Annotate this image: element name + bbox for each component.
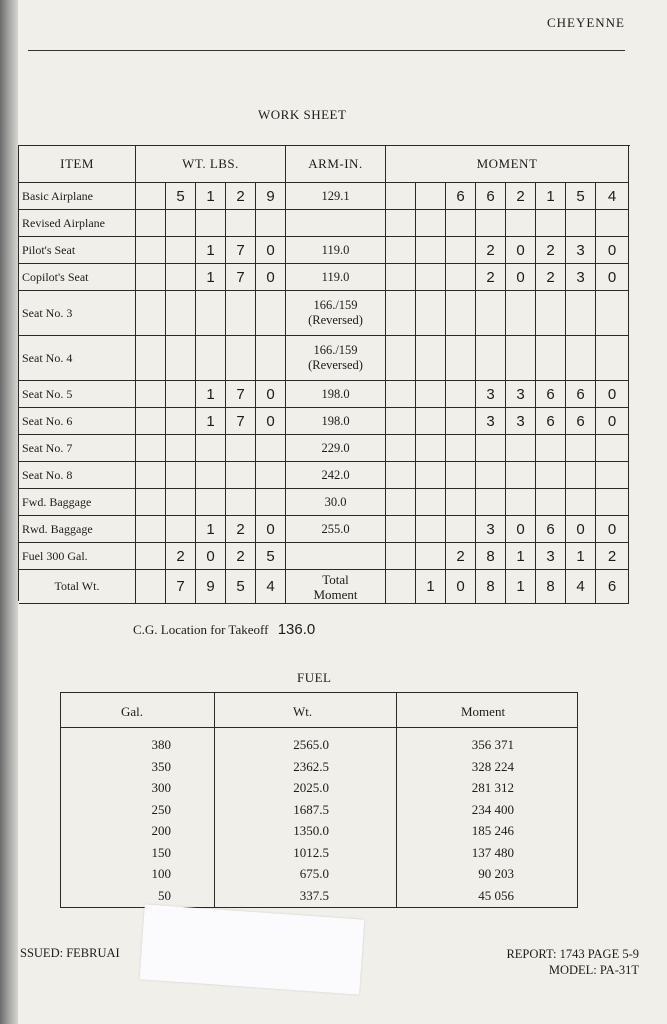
moment-digit bbox=[446, 408, 476, 435]
weight-digit: 2 bbox=[226, 543, 256, 570]
weight-digit: 0 bbox=[256, 237, 286, 264]
moment-digit bbox=[506, 336, 536, 381]
cg-value: 136.0 bbox=[277, 621, 316, 638]
weight-digit bbox=[166, 435, 196, 462]
weight-digit: 0 bbox=[256, 408, 286, 435]
moment-digit bbox=[416, 543, 446, 570]
arm-cell bbox=[286, 237, 386, 264]
moment-digit: 6 bbox=[536, 516, 566, 543]
fuel-cell: 100 bbox=[151, 866, 171, 881]
weight-digit bbox=[226, 462, 256, 489]
weight-digit: 1 bbox=[196, 516, 226, 543]
header-rule bbox=[28, 50, 625, 51]
moment-digit bbox=[446, 435, 476, 462]
moment-digit: 3 bbox=[476, 408, 506, 435]
moment-digit bbox=[506, 462, 536, 489]
arm-line: 229.0 bbox=[321, 440, 350, 455]
moment-digit bbox=[416, 237, 446, 264]
arm-cell bbox=[286, 543, 386, 570]
moment-digit bbox=[386, 264, 416, 291]
moment-digit bbox=[416, 183, 446, 210]
moment-digit bbox=[386, 462, 416, 489]
moment-digit bbox=[506, 291, 536, 336]
moment-digit bbox=[566, 210, 596, 237]
fuel-header-moment: Moment bbox=[461, 704, 506, 719]
fuel-title: FUEL bbox=[297, 670, 332, 685]
moment-digit: 1 bbox=[506, 570, 536, 604]
weight-digit: 1 bbox=[196, 183, 226, 210]
moment-digit: 6 bbox=[476, 183, 506, 210]
weight-digit bbox=[166, 237, 196, 264]
arm-cell bbox=[286, 264, 386, 291]
cg-label: C.G. Location for Takeoff bbox=[133, 622, 269, 637]
weight-digit: 2 bbox=[166, 543, 196, 570]
moment-digit: 0 bbox=[506, 264, 536, 291]
running-head: CHEYENNE bbox=[546, 15, 625, 30]
weight-digit bbox=[136, 570, 166, 604]
fuel-cell: 185 246 bbox=[471, 823, 514, 838]
fuel-cell: 2362.5 bbox=[293, 758, 329, 774]
moment-digit: 6 bbox=[566, 408, 596, 435]
fuel-cell: 2565.0 bbox=[293, 737, 329, 752]
weight-digit: 5 bbox=[166, 183, 196, 210]
weight-digit bbox=[226, 336, 256, 381]
moment-digit bbox=[476, 291, 506, 336]
footer-issued: SSUED: FEBRUAI bbox=[20, 946, 120, 960]
moment-digit bbox=[386, 543, 416, 570]
moment-digit bbox=[446, 264, 476, 291]
fuel-cell: 150 bbox=[151, 844, 171, 860]
fuel-header-wt: Wt. bbox=[293, 704, 313, 719]
moment-digit: 4 bbox=[596, 183, 629, 210]
moment-digit bbox=[386, 516, 416, 543]
weight-digit bbox=[196, 336, 226, 381]
fuel-header-rule bbox=[61, 727, 577, 728]
moment-digit: 1 bbox=[506, 543, 536, 570]
arm-line: 129.1 bbox=[321, 188, 350, 203]
header-arm: ARM-IN. bbox=[286, 146, 386, 183]
arm-line: 255.0 bbox=[321, 521, 350, 536]
weight-digit bbox=[196, 489, 226, 516]
row-label: Seat No. 6 bbox=[19, 408, 136, 435]
row-label: Seat No. 8 bbox=[19, 462, 136, 489]
moment-digit: 3 bbox=[476, 381, 506, 408]
weight-digit: 4 bbox=[256, 570, 286, 604]
weight-digit bbox=[166, 291, 196, 336]
fuel-cell: 337.5 bbox=[299, 887, 329, 903]
weight-digit bbox=[136, 237, 166, 264]
moment-digit bbox=[416, 336, 446, 381]
weight-digit bbox=[256, 489, 286, 516]
row-label: Revised Airplane bbox=[19, 210, 136, 237]
weight-digit: 1 bbox=[196, 381, 226, 408]
moment-digit bbox=[596, 291, 629, 336]
weight-digit: 0 bbox=[256, 516, 286, 543]
weight-digit: 0 bbox=[196, 543, 226, 570]
weight-digit: 5 bbox=[256, 543, 286, 570]
work-sheet-table bbox=[18, 145, 630, 601]
moment-digit bbox=[386, 291, 416, 336]
moment-digit bbox=[416, 381, 446, 408]
moment-digit bbox=[446, 210, 476, 237]
moment-digit bbox=[446, 381, 476, 408]
weight-digit bbox=[196, 291, 226, 336]
weight-digit: 7 bbox=[166, 570, 196, 604]
weight-digit bbox=[226, 210, 256, 237]
weight-digit bbox=[166, 381, 196, 408]
weight-digit bbox=[136, 183, 166, 210]
moment-digit bbox=[596, 489, 629, 516]
fuel-cell: 380 bbox=[151, 737, 171, 752]
fuel-cell: 200 bbox=[151, 823, 171, 838]
arm-cell bbox=[286, 489, 386, 516]
fuel-cell: 1350.0 bbox=[293, 823, 329, 838]
moment-digit: 1 bbox=[416, 570, 446, 604]
moment-digit bbox=[596, 462, 629, 489]
moment-digit: 0 bbox=[596, 381, 629, 408]
arm-line: 30.0 bbox=[324, 494, 347, 509]
footer-report-block bbox=[506, 946, 639, 978]
weight-digit bbox=[136, 210, 166, 237]
moment-digit: 0 bbox=[596, 516, 629, 543]
moment-digit bbox=[416, 408, 446, 435]
weight-digit bbox=[166, 264, 196, 291]
fuel-header-gal: Gal. bbox=[121, 704, 144, 719]
fuel-cell: 350 bbox=[151, 758, 171, 774]
weight-digit bbox=[166, 516, 196, 543]
moment-digit: 0 bbox=[596, 264, 629, 291]
moment-digit: 3 bbox=[506, 408, 536, 435]
moment-digit: 0 bbox=[446, 570, 476, 604]
fuel-cell: 675.0 bbox=[299, 866, 329, 881]
moment-digit bbox=[386, 489, 416, 516]
moment-digit bbox=[446, 462, 476, 489]
moment-digit bbox=[536, 291, 566, 336]
weight-digit: 0 bbox=[256, 264, 286, 291]
arm-line: 166./159 bbox=[313, 343, 358, 357]
moment-digit bbox=[416, 264, 446, 291]
moment-digit bbox=[416, 489, 446, 516]
moment-digit: 8 bbox=[476, 543, 506, 570]
moment-digit bbox=[386, 336, 416, 381]
moment-digit bbox=[566, 291, 596, 336]
arm-line: Total bbox=[322, 571, 349, 587]
moment-digit bbox=[476, 210, 506, 237]
moment-digit bbox=[476, 336, 506, 381]
moment-digit: 2 bbox=[536, 237, 566, 264]
weight-digit bbox=[166, 408, 196, 435]
moment-digit bbox=[566, 489, 596, 516]
moment-digit bbox=[536, 210, 566, 237]
weight-digit: 1 bbox=[196, 408, 226, 435]
arm-cell bbox=[286, 381, 386, 408]
weight-digit bbox=[136, 543, 166, 570]
fuel-cell: 45 056 bbox=[478, 887, 514, 903]
moment-digit bbox=[386, 237, 416, 264]
fuel-cell: 137 480 bbox=[471, 844, 514, 860]
moment-digit: 3 bbox=[476, 516, 506, 543]
moment-digit bbox=[416, 516, 446, 543]
fuel-cell: 2025.0 bbox=[293, 780, 329, 795]
fuel-cell: 1687.5 bbox=[293, 801, 329, 817]
paper-sticker bbox=[140, 904, 365, 994]
moment-digit: 6 bbox=[536, 381, 566, 408]
row-label: Fuel 300 Gal. bbox=[19, 543, 136, 570]
weight-digit bbox=[196, 462, 226, 489]
moment-digit bbox=[446, 336, 476, 381]
weight-digit: 7 bbox=[226, 408, 256, 435]
header-item: ITEM bbox=[19, 146, 136, 183]
arm-line: 119.0 bbox=[321, 242, 350, 257]
weight-digit bbox=[256, 291, 286, 336]
weight-digit: 7 bbox=[226, 237, 256, 264]
moment-digit bbox=[566, 435, 596, 462]
moment-digit bbox=[506, 489, 536, 516]
weight-digit bbox=[136, 381, 166, 408]
moment-digit bbox=[386, 381, 416, 408]
moment-digit bbox=[506, 210, 536, 237]
moment-digit: 8 bbox=[476, 570, 506, 604]
moment-digit bbox=[446, 516, 476, 543]
moment-digit: 5 bbox=[566, 183, 596, 210]
moment-digit bbox=[386, 570, 416, 604]
weight-digit bbox=[226, 291, 256, 336]
moment-digit bbox=[566, 462, 596, 489]
arm-cell bbox=[286, 516, 386, 543]
fuel-cell: 50 bbox=[158, 887, 171, 903]
weight-digit bbox=[166, 336, 196, 381]
moment-digit bbox=[476, 462, 506, 489]
row-label: Basic Airplane bbox=[19, 183, 136, 210]
moment-digit: 0 bbox=[506, 237, 536, 264]
weight-digit bbox=[256, 435, 286, 462]
weight-digit bbox=[136, 336, 166, 381]
moment-digit: 3 bbox=[506, 381, 536, 408]
weight-digit: 1 bbox=[196, 264, 226, 291]
weight-digit bbox=[256, 336, 286, 381]
weight-digit bbox=[226, 435, 256, 462]
moment-digit bbox=[386, 435, 416, 462]
moment-digit bbox=[476, 489, 506, 516]
moment-digit bbox=[596, 435, 629, 462]
row-label: Seat No. 3 bbox=[19, 291, 136, 336]
moment-digit bbox=[536, 336, 566, 381]
moment-digit bbox=[506, 435, 536, 462]
arm-cell bbox=[286, 183, 386, 210]
moment-digit: 6 bbox=[446, 183, 476, 210]
fuel-cell: 328 224 bbox=[471, 758, 514, 774]
arm-line: 198.0 bbox=[321, 386, 350, 401]
moment-digit bbox=[536, 462, 566, 489]
header-wt: WT. LBS. bbox=[136, 146, 286, 183]
arm-cell bbox=[286, 336, 386, 381]
weight-digit: 9 bbox=[196, 570, 226, 604]
moment-digit bbox=[566, 336, 596, 381]
weight-digit: 7 bbox=[226, 264, 256, 291]
header-moment: MOMENT bbox=[386, 146, 629, 183]
moment-digit: 4 bbox=[566, 570, 596, 604]
weight-digit bbox=[136, 462, 166, 489]
weight-digit: 9 bbox=[256, 183, 286, 210]
worksheet-title: WORK SHEET bbox=[258, 107, 347, 122]
arm-cell bbox=[286, 435, 386, 462]
footer-report: REPORT: 1743 PAGE 5-9 bbox=[506, 947, 639, 961]
moment-digit: 3 bbox=[566, 264, 596, 291]
moment-digit bbox=[446, 291, 476, 336]
fuel-cell: 356 371 bbox=[471, 737, 514, 752]
row-label: Seat No. 4 bbox=[19, 336, 136, 381]
moment-digit bbox=[476, 435, 506, 462]
arm-line: (Reversed) bbox=[308, 358, 363, 372]
arm-cell bbox=[286, 570, 386, 604]
moment-digit: 0 bbox=[566, 516, 596, 543]
weight-digit bbox=[196, 210, 226, 237]
weight-digit: 7 bbox=[226, 381, 256, 408]
arm-line: (Reversed) bbox=[308, 313, 363, 327]
cg-location bbox=[133, 621, 315, 638]
moment-digit bbox=[416, 462, 446, 489]
weight-digit bbox=[136, 516, 166, 543]
moment-digit bbox=[386, 183, 416, 210]
moment-digit: 1 bbox=[536, 183, 566, 210]
moment-digit bbox=[416, 291, 446, 336]
fuel-cell: 90 203 bbox=[478, 866, 514, 881]
moment-digit: 0 bbox=[596, 237, 629, 264]
arm-line: Moment bbox=[313, 586, 358, 602]
moment-digit: 6 bbox=[566, 381, 596, 408]
arm-line: 198.0 bbox=[321, 413, 350, 428]
fuel-cell: 1012.5 bbox=[293, 844, 329, 860]
moment-digit: 3 bbox=[536, 543, 566, 570]
weight-digit: 5 bbox=[226, 570, 256, 604]
row-label: Copilot's Seat bbox=[19, 264, 136, 291]
row-label: Seat No. 7 bbox=[19, 435, 136, 462]
moment-digit: 0 bbox=[506, 516, 536, 543]
moment-digit: 0 bbox=[596, 408, 629, 435]
arm-cell bbox=[286, 291, 386, 336]
moment-digit bbox=[596, 336, 629, 381]
moment-digit: 2 bbox=[596, 543, 629, 570]
weight-digit bbox=[196, 435, 226, 462]
moment-digit bbox=[596, 210, 629, 237]
row-label: Pilot's Seat bbox=[19, 237, 136, 264]
weight-digit bbox=[136, 435, 166, 462]
moment-digit: 6 bbox=[596, 570, 629, 604]
weight-digit bbox=[136, 264, 166, 291]
moment-digit bbox=[386, 210, 416, 237]
row-label: Seat No. 5 bbox=[19, 381, 136, 408]
moment-digit: 3 bbox=[566, 237, 596, 264]
moment-digit bbox=[536, 435, 566, 462]
weight-digit: 2 bbox=[226, 183, 256, 210]
moment-digit bbox=[536, 489, 566, 516]
fuel-table bbox=[60, 692, 578, 908]
moment-digit: 2 bbox=[446, 543, 476, 570]
fuel-cell: 250 bbox=[151, 801, 171, 817]
moment-digit bbox=[416, 210, 446, 237]
moment-digit: 6 bbox=[536, 408, 566, 435]
fuel-cell: 234 400 bbox=[471, 801, 514, 817]
weight-digit bbox=[166, 462, 196, 489]
arm-line: 242.0 bbox=[321, 467, 350, 482]
moment-digit: 2 bbox=[506, 183, 536, 210]
weight-digit bbox=[256, 462, 286, 489]
moment-digit bbox=[416, 435, 446, 462]
moment-digit bbox=[386, 408, 416, 435]
weight-digit: 1 bbox=[196, 237, 226, 264]
weight-digit: 2 bbox=[226, 516, 256, 543]
fuel-cell: 281 312 bbox=[471, 780, 514, 795]
arm-cell bbox=[286, 462, 386, 489]
moment-digit bbox=[446, 237, 476, 264]
moment-digit: 1 bbox=[566, 543, 596, 570]
page-binding-shadow bbox=[0, 0, 18, 1024]
row-label: Total Wt. bbox=[19, 570, 136, 604]
weight-digit bbox=[136, 489, 166, 516]
weight-digit bbox=[256, 210, 286, 237]
moment-digit: 2 bbox=[476, 264, 506, 291]
row-label: Fwd. Baggage bbox=[19, 489, 136, 516]
fuel-col-gal bbox=[61, 693, 215, 907]
moment-digit: 2 bbox=[536, 264, 566, 291]
moment-digit: 8 bbox=[536, 570, 566, 604]
moment-digit: 2 bbox=[476, 237, 506, 264]
weight-digit bbox=[226, 489, 256, 516]
arm-line: 119.0 bbox=[321, 269, 350, 284]
arm-cell bbox=[286, 408, 386, 435]
row-label: Rwd. Baggage bbox=[19, 516, 136, 543]
weight-digit bbox=[166, 210, 196, 237]
footer-model: MODEL: PA-31T bbox=[548, 963, 639, 977]
arm-line: 166./159 bbox=[313, 298, 358, 312]
weight-digit bbox=[136, 408, 166, 435]
arm-cell bbox=[286, 210, 386, 237]
moment-digit bbox=[446, 489, 476, 516]
weight-digit bbox=[136, 291, 166, 336]
weight-digit: 0 bbox=[256, 381, 286, 408]
fuel-cell: 300 bbox=[151, 780, 171, 795]
weight-digit bbox=[166, 489, 196, 516]
